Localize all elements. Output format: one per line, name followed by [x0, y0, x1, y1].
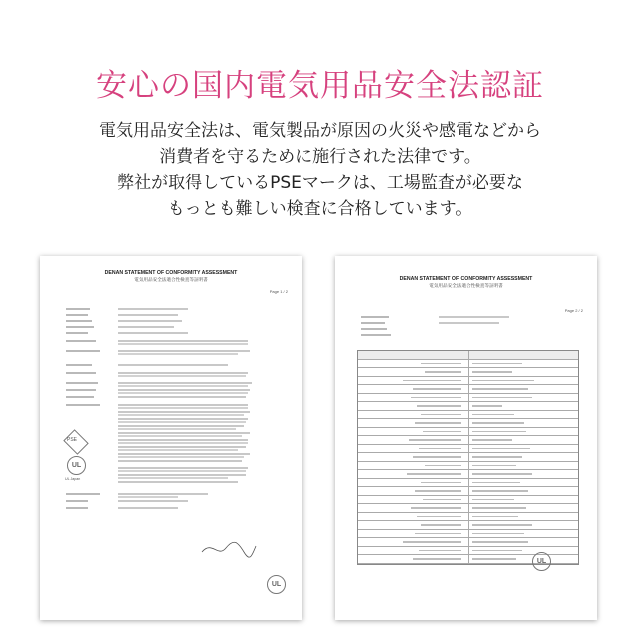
certificate-text-line	[40, 332, 302, 337]
table-column-divider	[468, 428, 469, 436]
certificate-text-line	[40, 350, 302, 355]
table-cell-line	[472, 363, 522, 365]
certificate-text-line	[40, 481, 302, 486]
table-column-divider	[468, 521, 469, 529]
rating-table-row	[358, 513, 578, 522]
description-line: 電気用品安全法は、電気製品が原因の火災や感電などから	[99, 121, 541, 141]
table-cell-line	[411, 397, 461, 399]
table-cell-line	[472, 388, 528, 390]
table-cell-line	[472, 405, 502, 407]
certificate-page-number: Page 1 / 2	[269, 289, 288, 294]
table-cell-line	[472, 465, 516, 467]
table-cell-line	[415, 422, 461, 424]
field-value-line	[118, 474, 246, 476]
rating-table-row	[358, 360, 578, 369]
description-line: 消費者を守るために施行された法律です。	[159, 147, 481, 167]
field-value-line	[118, 449, 238, 451]
rating-table-row	[358, 530, 578, 539]
table-column-divider	[468, 436, 469, 444]
table-cell-line	[472, 524, 532, 526]
table-column-divider	[468, 411, 469, 419]
table-cell-line	[472, 533, 524, 535]
field-label-line	[66, 320, 92, 322]
certificate-text-line	[40, 382, 302, 387]
table-cell-line	[472, 499, 514, 501]
table-cell-line	[472, 482, 520, 484]
table-cell-line	[472, 397, 532, 399]
page-headline: 安心の国内電気用品安全法認証	[96, 68, 544, 104]
table-column-divider	[468, 504, 469, 512]
table-column-divider	[468, 368, 469, 376]
table-cell-line	[409, 439, 461, 441]
table-cell-line	[421, 414, 461, 416]
table-cell-line	[472, 516, 518, 518]
certificate-text-line	[40, 425, 302, 430]
field-label-line	[66, 326, 94, 328]
field-value-line	[118, 439, 248, 441]
field-label-line	[66, 332, 88, 334]
rating-table-row	[358, 419, 578, 428]
field-label-line	[66, 364, 92, 366]
description-text	[0, 118, 640, 222]
field-value-line	[118, 496, 178, 498]
table-cell-line	[423, 499, 461, 501]
table-column-divider	[468, 394, 469, 402]
table-column-divider	[468, 445, 469, 453]
table-column-divider	[468, 513, 469, 521]
field-label-line	[66, 500, 88, 502]
certificate-page-number: Page 2 / 2	[564, 308, 583, 313]
table-cell-line	[419, 448, 461, 450]
certificate-text-line	[40, 320, 302, 325]
field-value-line	[118, 353, 238, 355]
table-cell-line	[472, 490, 528, 492]
table-cell-line	[425, 465, 461, 467]
table-cell-line	[472, 439, 512, 441]
table-cell-line	[472, 558, 516, 560]
field-value-line	[118, 453, 250, 455]
field-value-line	[118, 481, 238, 483]
rating-table-row	[358, 470, 578, 479]
field-label-line	[66, 340, 96, 342]
field-label-line	[66, 493, 100, 495]
table-cell-line	[407, 473, 461, 475]
table-cell-line	[472, 431, 526, 433]
certificate-text-line	[40, 364, 302, 369]
field-value-line	[118, 396, 246, 398]
field-label-line	[66, 308, 90, 310]
table-column-divider	[468, 351, 469, 359]
ul-japan-label: UL Japan	[65, 477, 81, 481]
field-value-line	[118, 375, 246, 377]
certificate-text-line	[40, 326, 302, 331]
table-cell-line	[472, 550, 522, 552]
field-value-line	[118, 308, 188, 310]
table-cell-line	[472, 414, 514, 416]
certificate-page-1	[40, 256, 302, 620]
table-cell-line	[415, 490, 461, 492]
field-value-line	[118, 340, 248, 342]
certificate-text-line	[40, 389, 302, 394]
field-value-line	[118, 446, 246, 448]
certificate-text-line	[335, 334, 597, 339]
field-value-line	[118, 418, 248, 420]
rating-table-row	[358, 377, 578, 386]
certificate-text-line	[40, 404, 302, 409]
table-cell-line	[472, 541, 528, 543]
rating-table-row	[358, 436, 578, 445]
field-value-line	[118, 432, 250, 434]
field-value-line	[118, 456, 244, 458]
field-value-line	[118, 385, 248, 387]
table-cell-line	[417, 516, 461, 518]
field-value-line	[118, 320, 182, 322]
table-column-divider	[468, 360, 469, 368]
field-value-line	[118, 389, 250, 391]
field-value-line	[118, 507, 178, 509]
certificate-text-line	[40, 411, 302, 416]
certificate-text-line	[40, 340, 302, 345]
field-value-line	[118, 435, 242, 437]
signature-icon	[198, 538, 258, 560]
ul-logo-icon: UL	[67, 456, 86, 475]
table-column-divider	[468, 402, 469, 410]
description-line: もっとも難しい検査に合格しています。	[167, 199, 473, 219]
field-value-line	[439, 322, 499, 324]
table-cell-line	[413, 456, 461, 458]
certificate-page-2	[335, 256, 597, 620]
field-value-line	[118, 404, 248, 406]
field-label-line	[66, 350, 100, 352]
field-value-line	[118, 477, 228, 479]
field-value-line	[118, 364, 228, 366]
table-column-divider	[468, 453, 469, 461]
field-value-line	[118, 314, 178, 316]
field-value-line	[118, 467, 248, 469]
rating-table-row	[358, 402, 578, 411]
certificate-text-line	[335, 316, 597, 321]
table-cell-line	[413, 388, 461, 390]
table-cell-line	[421, 524, 461, 526]
field-value-line	[118, 470, 246, 472]
certificate-text-line	[40, 493, 302, 498]
rating-table-row	[358, 538, 578, 547]
field-label-line	[66, 404, 100, 406]
rating-table-row	[358, 453, 578, 462]
field-value-line	[118, 332, 188, 334]
table-cell-line	[421, 482, 461, 484]
table-column-divider	[468, 487, 469, 495]
field-label-line	[361, 334, 391, 336]
field-value-line	[118, 343, 248, 345]
certificate-title: DENAN STATEMENT OF CONFORMITY ASSESSMENT	[399, 276, 533, 282]
field-value-line	[118, 392, 248, 394]
table-column-divider	[468, 470, 469, 478]
field-value-line	[118, 326, 174, 328]
rating-table-row	[358, 487, 578, 496]
table-cell-line	[425, 371, 461, 373]
certificate-text-line	[40, 308, 302, 313]
field-value-line	[118, 411, 250, 413]
certificate-text-line	[40, 418, 302, 423]
field-label-line	[361, 322, 385, 324]
field-label-line	[361, 328, 387, 330]
field-value-line	[118, 493, 208, 495]
table-cell-line	[403, 380, 461, 382]
table-cell-line	[421, 363, 461, 365]
certificate-text-line	[40, 396, 302, 401]
table-cell-line	[472, 371, 512, 373]
table-cell-line	[472, 380, 534, 382]
ul-logo-icon: UL	[532, 552, 551, 571]
table-cell-line	[413, 558, 461, 560]
field-value-line	[118, 421, 246, 423]
ul-logo-icon: UL	[267, 575, 286, 594]
table-cell-line	[472, 456, 522, 458]
rating-table-row	[358, 462, 578, 471]
rating-table-row	[358, 479, 578, 488]
field-label-line	[66, 389, 96, 391]
field-value-line	[118, 372, 248, 374]
field-label-line	[66, 382, 98, 384]
table-cell-line	[423, 431, 461, 433]
table-column-divider	[468, 538, 469, 546]
table-column-divider	[468, 496, 469, 504]
rating-table-row	[358, 504, 578, 513]
table-cell-line	[415, 533, 461, 535]
table-cell-line	[417, 405, 461, 407]
field-value-line	[118, 500, 188, 502]
table-cell-line	[403, 541, 461, 543]
table-column-divider	[468, 385, 469, 393]
rating-table-row	[358, 496, 578, 505]
certificate-subtitle: 電気用品安全法適合性検査等証明書	[429, 283, 503, 288]
field-label-line	[66, 314, 88, 316]
table-cell-line	[472, 473, 532, 475]
rating-table-row	[358, 445, 578, 454]
field-value-line	[118, 382, 252, 384]
table-cell-line	[472, 448, 530, 450]
certificate-text-line	[40, 507, 302, 512]
rating-table-row	[358, 368, 578, 377]
rating-table-header	[358, 351, 578, 360]
rating-table-row	[358, 428, 578, 437]
field-label-line	[66, 372, 96, 374]
table-column-divider	[468, 555, 469, 563]
rating-table-row	[358, 394, 578, 403]
field-value-line	[118, 414, 244, 416]
rating-table-row	[358, 521, 578, 530]
pse-mark-label: PSE	[67, 437, 78, 443]
table-cell-line	[472, 422, 524, 424]
certificate-text-line	[335, 322, 597, 327]
field-label-line	[66, 396, 94, 398]
table-column-divider	[468, 530, 469, 538]
table-column-divider	[468, 547, 469, 555]
rating-table-row	[358, 411, 578, 420]
field-label-line	[361, 316, 389, 318]
certificate-text-line	[335, 328, 597, 333]
field-value-line	[118, 407, 248, 409]
table-column-divider	[468, 479, 469, 487]
field-value-line	[118, 425, 244, 427]
field-value-line	[118, 460, 242, 462]
field-value-line	[439, 316, 509, 318]
table-column-divider	[468, 377, 469, 385]
rating-table	[357, 350, 579, 565]
table-cell-line	[419, 550, 461, 552]
certificate-subtitle: 電気用品安全法適合性検査等証明書	[134, 277, 208, 282]
field-value-line	[118, 442, 248, 444]
certificate-text-line	[40, 372, 302, 377]
certificate-title: DENAN STATEMENT OF CONFORMITY ASSESSMENT	[104, 270, 238, 276]
table-cell-line	[411, 507, 461, 509]
certificate-text-line	[40, 500, 302, 505]
certificate-text-line	[40, 314, 302, 319]
field-label-line	[66, 507, 88, 509]
table-cell-line	[472, 507, 526, 509]
table-column-divider	[468, 419, 469, 427]
field-value-line	[118, 350, 250, 352]
description-line: 弊社が取得しているPSEマークは、工場監査が必要な	[117, 173, 523, 193]
table-column-divider	[468, 462, 469, 470]
field-value-line	[118, 428, 236, 430]
rating-table-row	[358, 385, 578, 394]
